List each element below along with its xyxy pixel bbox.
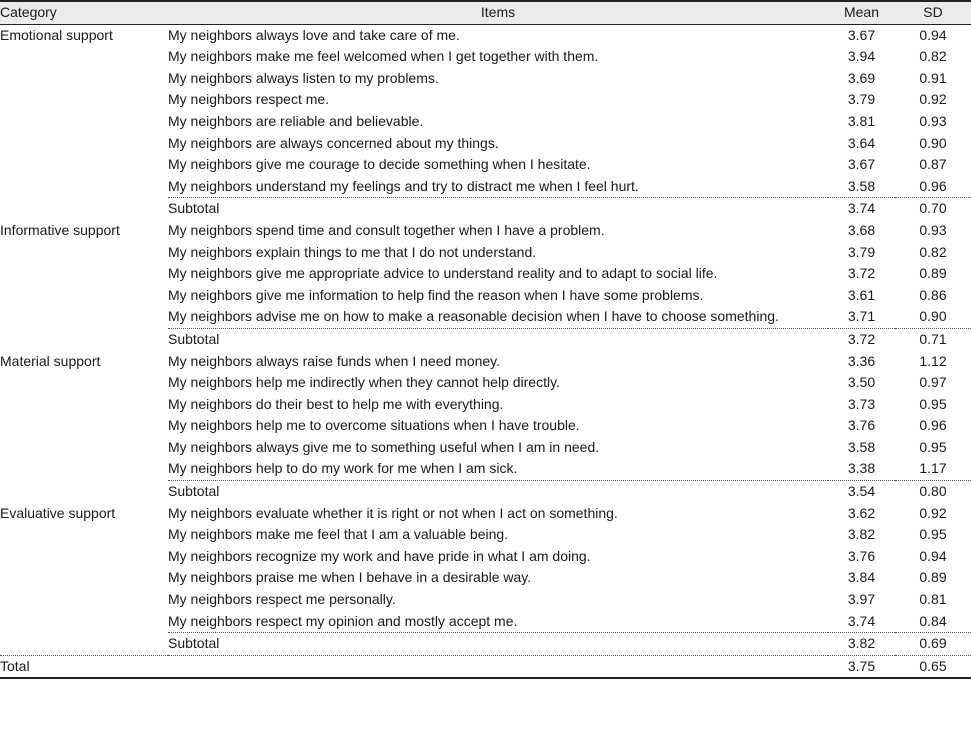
- subtotal-label: Subtotal: [168, 633, 828, 656]
- category-spacer: [0, 68, 168, 90]
- subtotal-sd: 0.71: [895, 328, 971, 350]
- mean-value: 3.58: [847, 438, 876, 455]
- sd-value: 0.93: [919, 221, 947, 238]
- item-text: My neighbors understand my feelings and try to distract me when I feel hurt.: [168, 177, 639, 194]
- subtotal-sd: 0.70: [895, 198, 971, 220]
- item-text: My neighbors respect me personally.: [168, 591, 396, 608]
- item-text: My neighbors explain things to me that I do not understand.: [168, 243, 537, 260]
- category-label: Material support: [0, 352, 101, 369]
- table-row: [0, 24, 971, 46]
- table-row: [0, 611, 971, 633]
- sd-value: 0.90: [919, 134, 947, 151]
- mean-value: 3.36: [847, 352, 876, 369]
- category-spacer: [0, 437, 168, 459]
- table-row: [0, 394, 971, 416]
- sd-value: 0.91: [919, 69, 947, 86]
- category-spacer: [0, 415, 168, 437]
- category-spacer: [0, 394, 168, 416]
- category-spacer: [0, 372, 168, 394]
- sd-value: 0.81: [919, 591, 947, 608]
- category-spacer: [0, 328, 168, 350]
- category-spacer: [0, 111, 168, 133]
- item-text: My neighbors respect me.: [168, 91, 330, 108]
- total-mean: 3.75: [828, 655, 895, 678]
- mean-value: 3.72: [847, 265, 876, 282]
- table-row: [0, 458, 971, 480]
- item-text: My neighbors always give me to something useful when I am in need.: [168, 438, 600, 455]
- subtotal-sd: 0.69: [895, 633, 971, 656]
- sd-value: 0.96: [919, 177, 947, 194]
- sd-value: 0.87: [919, 156, 947, 173]
- category-spacer: [0, 263, 168, 285]
- table-row: [0, 589, 971, 611]
- mean-value: 3.76: [847, 547, 876, 564]
- sd-value: 0.82: [919, 243, 947, 260]
- item-text: My neighbors give me appropriate advice to understand reality and to adapt to social life.: [168, 265, 718, 282]
- mean-value: 3.79: [847, 91, 876, 108]
- category-spacer: [0, 198, 168, 220]
- item-text: My neighbors help to do my work for me when I am sick.: [168, 460, 518, 477]
- item-text: My neighbors always raise funds when I need money.: [168, 352, 501, 369]
- mean-value: 3.94: [847, 48, 876, 65]
- category-spacer: [0, 89, 168, 111]
- sd-value: 0.89: [919, 265, 947, 282]
- subtotal-row: [0, 481, 971, 503]
- table-row: [0, 437, 971, 459]
- mean-value: 3.62: [847, 504, 876, 521]
- header-sd: SD: [895, 1, 971, 24]
- item-text: My neighbors help me to overcome situations when I have trouble.: [168, 417, 580, 434]
- category-spacer: [0, 285, 168, 307]
- category-spacer: [0, 611, 168, 633]
- category-spacer: [0, 154, 168, 176]
- table-body: [0, 24, 971, 655]
- table-row: [0, 68, 971, 90]
- category-spacer: [0, 589, 168, 611]
- subtotal-mean: 3.74: [828, 198, 895, 220]
- item-text: My neighbors help me indirectly when they cannot help directly.: [168, 374, 560, 391]
- mean-value: 3.82: [847, 526, 876, 543]
- sd-value: 0.94: [919, 26, 947, 43]
- table-row: [0, 351, 971, 373]
- sd-value: 0.95: [919, 526, 947, 543]
- category-spacer: [0, 242, 168, 264]
- table-row: [0, 372, 971, 394]
- total-row: [0, 655, 971, 678]
- sd-value: 0.95: [919, 438, 947, 455]
- mean-value: 3.58: [847, 177, 876, 194]
- sd-value: 0.89: [919, 569, 947, 586]
- total-sd: 0.65: [895, 655, 971, 678]
- item-text: My neighbors make me feel welcomed when I get together with them.: [168, 48, 599, 65]
- sd-value: 0.93: [919, 112, 947, 129]
- header-row: [0, 1, 971, 24]
- category-spacer: [0, 176, 168, 198]
- mean-value: 3.97: [847, 591, 876, 608]
- table-row: [0, 306, 971, 328]
- item-text: My neighbors give me information to help find the reason when I have some problems.: [168, 286, 704, 303]
- subtotal-label: Subtotal: [168, 328, 828, 350]
- subtotal-row: [0, 633, 971, 656]
- mean-value: 3.79: [847, 243, 876, 260]
- total-label: Total: [0, 655, 168, 678]
- table-row: [0, 546, 971, 568]
- mean-value: 3.67: [847, 156, 876, 173]
- item-text: My neighbors respect my opinion and mostly accept me.: [168, 612, 518, 629]
- mean-value: 3.68: [847, 221, 876, 238]
- category-spacer: [0, 524, 168, 546]
- category-spacer: [0, 306, 168, 328]
- item-text: My neighbors praise me when I behave in a desirable way.: [168, 569, 532, 586]
- category-spacer: [0, 458, 168, 480]
- category-spacer: [0, 46, 168, 68]
- total-spacer: [168, 655, 828, 678]
- category-spacer: [0, 633, 168, 656]
- item-text: My neighbors evaluate whether it is right or not when I act on something.: [168, 504, 618, 521]
- header-mean: Mean: [828, 1, 895, 24]
- table-row: [0, 242, 971, 264]
- category-spacer: [0, 567, 168, 589]
- sd-value: 0.96: [919, 417, 947, 434]
- category-spacer: [0, 546, 168, 568]
- table-row: [0, 220, 971, 242]
- table-row: [0, 524, 971, 546]
- mean-value: 3.38: [847, 460, 876, 477]
- item-text: My neighbors spend time and consult together when I have a problem.: [168, 221, 605, 238]
- table-row: [0, 46, 971, 68]
- item-text: My neighbors are always concerned about my things.: [168, 134, 499, 151]
- sd-value: 0.92: [919, 504, 947, 521]
- item-text: My neighbors do their best to help me with everything.: [168, 395, 504, 412]
- mean-value: 3.76: [847, 417, 876, 434]
- subtotal-mean: 3.82: [828, 633, 895, 656]
- sd-value: 0.82: [919, 48, 947, 65]
- header-category: Category: [0, 1, 168, 24]
- mean-value: 3.74: [847, 612, 876, 629]
- mean-value: 3.64: [847, 134, 876, 151]
- category-label: Evaluative support: [0, 504, 116, 521]
- mean-value: 3.67: [847, 26, 876, 43]
- table-row: [0, 111, 971, 133]
- mean-value: 3.73: [847, 395, 876, 412]
- mean-value: 3.81: [847, 112, 876, 129]
- item-text: My neighbors give me courage to decide something when I hesitate.: [168, 156, 591, 173]
- mean-value: 3.50: [847, 374, 876, 391]
- sd-value: 1.17: [919, 460, 947, 477]
- subtotal-row: [0, 328, 971, 350]
- subtotal-label: Subtotal: [168, 198, 828, 220]
- sd-value: 0.90: [919, 308, 947, 325]
- mean-value: 3.84: [847, 569, 876, 586]
- sd-value: 0.94: [919, 547, 947, 564]
- subtotal-row: [0, 198, 971, 220]
- table-row: [0, 285, 971, 307]
- table-row: [0, 89, 971, 111]
- mean-value: 3.69: [847, 69, 876, 86]
- subtotal-label: Subtotal: [168, 481, 828, 503]
- sd-value: 0.86: [919, 286, 947, 303]
- item-text: My neighbors are reliable and believable.: [168, 112, 424, 129]
- table-row: [0, 154, 971, 176]
- sd-value: 0.97: [919, 374, 947, 391]
- subtotal-mean: 3.54: [828, 481, 895, 503]
- table-row: [0, 415, 971, 437]
- subtotal-mean: 3.72: [828, 328, 895, 350]
- category-spacer: [0, 481, 168, 503]
- category-label: Emotional support: [0, 26, 113, 43]
- sd-value: 0.92: [919, 91, 947, 108]
- item-text: My neighbors recognize my work and have pride in what I am doing.: [168, 547, 591, 564]
- category-spacer: [0, 133, 168, 155]
- subtotal-sd: 0.80: [895, 481, 971, 503]
- table-row: [0, 567, 971, 589]
- category-label: Informative support: [0, 221, 120, 238]
- table-row: [0, 503, 971, 525]
- item-text: My neighbors advise me on how to make a reasonable decision when I have to choose something.: [168, 308, 779, 325]
- table-row: [0, 263, 971, 285]
- item-text: My neighbors make me feel that I am a valuable being.: [168, 526, 509, 543]
- sd-value: 0.95: [919, 395, 947, 412]
- sd-value: 1.12: [919, 352, 947, 369]
- item-text: My neighbors always love and take care of me.: [168, 26, 460, 43]
- mean-value: 3.71: [847, 308, 876, 325]
- table-row: [0, 133, 971, 155]
- sd-value: 0.84: [919, 612, 947, 629]
- item-text: My neighbors always listen to my problems.: [168, 69, 439, 86]
- mean-value: 3.61: [847, 286, 876, 303]
- header-items: Items: [168, 1, 828, 24]
- table-row: [0, 176, 971, 198]
